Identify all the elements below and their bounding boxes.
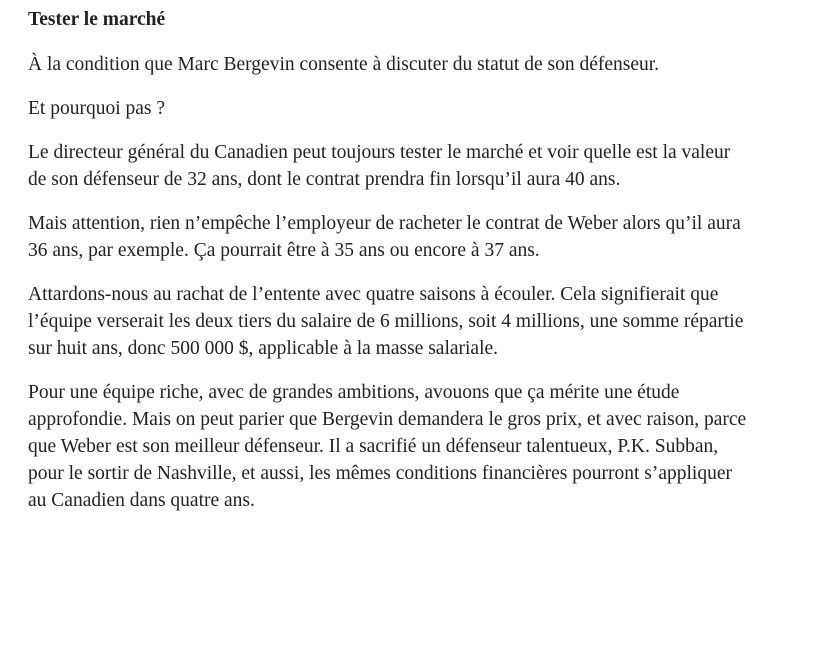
paragraph-4: Mais attention, rien n’empêche l’employeur de racheter le contrat de Weber alors qu’il aura 36 ans, par exemple. Ça pourrait être à 35 ans ou encore à 37 ans. [28,213,741,261]
paragraph-3: Le directeur général du Canadien peut toujours tester le marché et voir quelle est la valeur de son défenseur de 32 ans, dont le contrat prendra fin lorsqu’il aura 40 ans. [28,142,731,190]
paragraph-5: Attardons-nous au rachat de l’entente avec quatre saisons à écouler. Cela signifierait que l’équipe verserait les deux tiers du salaire de 6 millions, soit 4 millions, une somme répartie sur huit ans, donc 500 000 $, applicable à la masse salariale. [28,284,744,359]
article-body [28,6,748,531]
paragraph-1: À la condition que Marc Bergevin consente à discuter du statut de son défenseur. [28,54,660,75]
paragraph-2: Et pourquoi pas ? [28,98,166,119]
section-heading: Tester le marché [28,9,166,30]
paragraph-6: Pour une équipe riche, avec de grandes ambitions, avouons que ça mérite une étude approfondie. Mais on peut parier que Bergevin demandera le gros prix, et avec raison, parce que Weber est son meilleur défenseur. Il a sacrifié un défenseur talentueux, P.K. Subban, pour le sortir de Nashville, et aussi, les mêmes conditions financières pourront s’appliquer au Canadien dans quatre ans. [28,382,747,511]
